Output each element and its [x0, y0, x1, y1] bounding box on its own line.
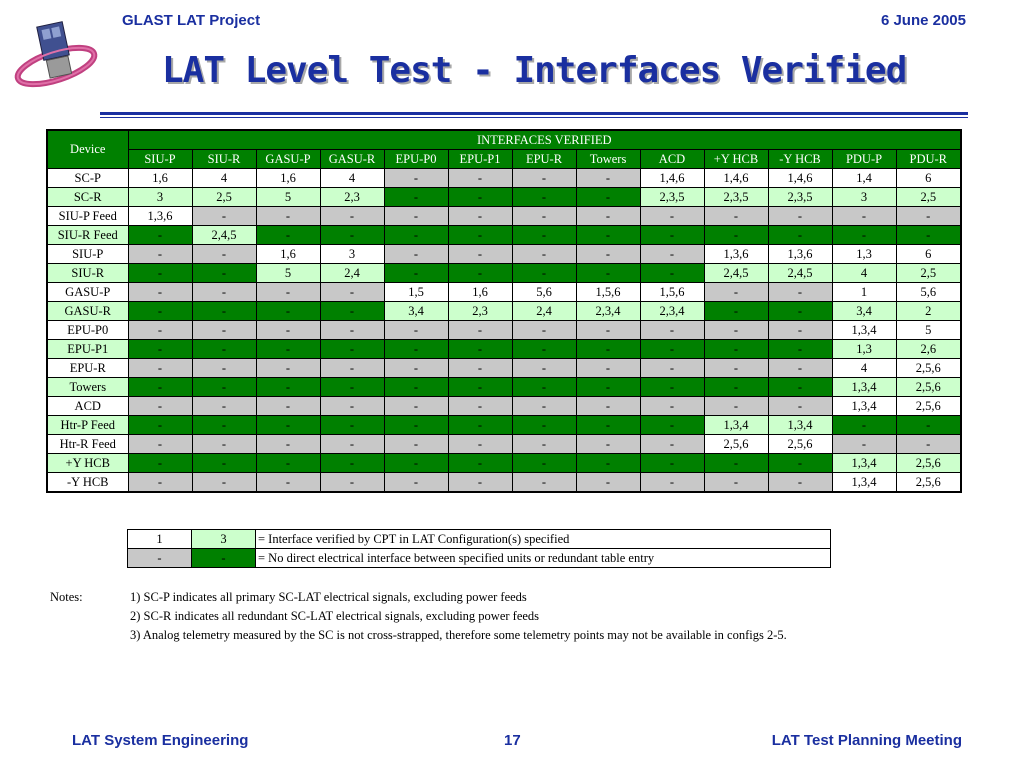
page-number: 17: [504, 732, 521, 749]
table-cell: -: [576, 245, 640, 264]
table-row: [47, 397, 961, 416]
table-cell: -: [704, 359, 768, 378]
table-cell: -: [128, 340, 192, 359]
table-cell: -: [640, 340, 704, 359]
table-cell: 1,6: [448, 283, 512, 302]
table-cell: -: [192, 321, 256, 340]
column-header: GASU-P: [256, 150, 320, 169]
table-cell: -: [384, 359, 448, 378]
table-cell: -: [384, 435, 448, 454]
table-cell: -: [192, 454, 256, 473]
table-cell: -: [320, 302, 384, 321]
table-cell: -: [320, 207, 384, 226]
table-cell: 4: [832, 264, 896, 283]
table-cell: 1,5,6: [640, 283, 704, 302]
table-cell: 3: [320, 245, 384, 264]
table-cell: 2,3: [320, 188, 384, 207]
column-header: Towers: [576, 150, 640, 169]
device-cell: EPU-R: [47, 359, 128, 378]
table-cell: -: [768, 226, 832, 245]
table-cell: 1,4: [832, 169, 896, 188]
table-cell: 1,3,4: [832, 473, 896, 493]
table-cell: -: [192, 302, 256, 321]
table-cell: -: [768, 302, 832, 321]
table-cell: -: [576, 264, 640, 283]
table-cell: 1,3,6: [128, 207, 192, 226]
table-cell: 3: [128, 188, 192, 207]
table-cell: 2,3,5: [768, 188, 832, 207]
table-cell: 1: [832, 283, 896, 302]
table-cell: -: [192, 473, 256, 493]
table-cell: -: [640, 473, 704, 493]
header-project: GLAST LAT Project: [122, 12, 261, 29]
table-cell: -: [896, 435, 961, 454]
table-cell: -: [256, 416, 320, 435]
table-cell: -: [704, 378, 768, 397]
table-cell: -: [384, 188, 448, 207]
table-cell: -: [320, 435, 384, 454]
device-cell: GASU-R: [47, 302, 128, 321]
table-cell: -: [128, 321, 192, 340]
table-cell: -: [512, 435, 576, 454]
table-cell: 1,3,4: [832, 321, 896, 340]
table-cell: 2,5,6: [896, 397, 961, 416]
page-title: LAT Level Test - Interfaces Verified: [162, 50, 907, 91]
device-cell: -Y HCB: [47, 473, 128, 493]
table-cell: -: [832, 435, 896, 454]
table-cell: -: [576, 454, 640, 473]
table-cell: -: [512, 169, 576, 188]
footer-left: LAT System Engineering: [72, 732, 249, 749]
table-cell: -: [192, 359, 256, 378]
table-cell: -: [448, 264, 512, 283]
legend-text: = Interface verified by CPT in LAT Configuration(s) specified: [256, 530, 831, 549]
table-cell: 2,5,6: [896, 378, 961, 397]
table-row: [47, 473, 961, 493]
table-cell: 2,3: [448, 302, 512, 321]
table-cell: -: [768, 378, 832, 397]
note-item: 3) Analog telemetry measured by the SC is not cross-strapped, therefore some telemetry points may not be available in configs 2-5.: [130, 628, 787, 642]
table-cell: -: [512, 321, 576, 340]
device-cell: GASU-P: [47, 283, 128, 302]
device-cell: EPU-P1: [47, 340, 128, 359]
table-cell: -: [320, 454, 384, 473]
header-date: 6 June 2005: [880, 12, 966, 29]
table-cell: -: [320, 226, 384, 245]
table-cell: 2,5,6: [896, 473, 961, 493]
device-header: Device: [47, 130, 128, 169]
table-cell: -: [512, 378, 576, 397]
table-cell: 2,4,5: [192, 226, 256, 245]
device-cell: SC-R: [47, 188, 128, 207]
table-cell: -: [384, 397, 448, 416]
table-cell: 1,6: [256, 169, 320, 188]
table-cell: 5: [256, 264, 320, 283]
table-row: [47, 321, 961, 340]
table-cell: -: [256, 226, 320, 245]
table-cell: -: [384, 226, 448, 245]
device-cell: SIU-P: [47, 245, 128, 264]
table-cell: 1,4,6: [768, 169, 832, 188]
table-cell: -: [512, 226, 576, 245]
device-cell: SC-P: [47, 169, 128, 188]
device-cell: Htr-R Feed: [47, 435, 128, 454]
table-cell: -: [256, 378, 320, 397]
table-cell: -: [704, 454, 768, 473]
table-row: [47, 378, 961, 397]
column-header: +Y HCB: [704, 150, 768, 169]
table-cell: 2,5,6: [896, 454, 961, 473]
table-cell: -: [640, 264, 704, 283]
column-header: SIU-R: [192, 150, 256, 169]
table-cell: -: [512, 454, 576, 473]
table-cell: 1,3: [832, 245, 896, 264]
table-cell: -: [576, 340, 640, 359]
table-cell: -: [640, 435, 704, 454]
table-cell: 5: [256, 188, 320, 207]
table-cell: -: [768, 454, 832, 473]
table-cell: 1,3,4: [832, 378, 896, 397]
legend-table: [127, 529, 831, 568]
table-row: [47, 302, 961, 321]
table-cell: -: [448, 378, 512, 397]
table-cell: -: [128, 435, 192, 454]
table-cell: -: [576, 359, 640, 378]
table-cell: -: [512, 264, 576, 283]
table-cell: 4: [192, 169, 256, 188]
table-cell: -: [448, 416, 512, 435]
column-header: SIU-P: [128, 150, 192, 169]
table-cell: -: [128, 359, 192, 378]
legend-text: = No direct electrical interface between specified units or redundant table entry: [256, 549, 831, 568]
table-cell: 1,5,6: [576, 283, 640, 302]
table-row: [47, 454, 961, 473]
interfaces-table: [46, 129, 962, 493]
table-cell: 3,4: [384, 302, 448, 321]
table-cell: -: [640, 454, 704, 473]
table-cell: -: [512, 359, 576, 378]
table-cell: -: [576, 378, 640, 397]
table-row: [47, 340, 961, 359]
table-cell: 6: [896, 245, 961, 264]
table-cell: -: [768, 359, 832, 378]
table-cell: 2,5,6: [768, 435, 832, 454]
table-cell: -: [128, 473, 192, 493]
table-cell: -: [320, 283, 384, 302]
legend-sample-white: 1: [128, 530, 192, 549]
table-cell: 1,3,4: [704, 416, 768, 435]
table-row: [47, 207, 961, 226]
device-cell: Htr-P Feed: [47, 416, 128, 435]
table-cell: -: [448, 340, 512, 359]
table-cell: 1,3,4: [832, 397, 896, 416]
table-cell: 1,4,6: [640, 169, 704, 188]
column-header: -Y HCB: [768, 150, 832, 169]
table-cell: 5,6: [512, 283, 576, 302]
table-row: [47, 435, 961, 454]
table-cell: -: [192, 378, 256, 397]
column-header: EPU-P0: [384, 150, 448, 169]
table-cell: -: [448, 207, 512, 226]
table-cell: -: [256, 207, 320, 226]
table-cell: 1,3,4: [832, 454, 896, 473]
table-cell: -: [256, 321, 320, 340]
table-cell: -: [896, 416, 961, 435]
title-rule: [100, 112, 968, 115]
table-row: [47, 188, 961, 207]
table-cell: -: [256, 283, 320, 302]
table-cell: -: [768, 473, 832, 493]
table-cell: -: [576, 321, 640, 340]
table-cell: 2,4: [512, 302, 576, 321]
table-cell: -: [704, 473, 768, 493]
table-cell: -: [192, 245, 256, 264]
table-cell: -: [448, 454, 512, 473]
table-row: [47, 226, 961, 245]
column-header: GASU-R: [320, 150, 384, 169]
table-cell: 4: [320, 169, 384, 188]
table-cell: 2,5,6: [896, 359, 961, 378]
table-cell: -: [256, 473, 320, 493]
device-cell: Towers: [47, 378, 128, 397]
table-cell: -: [384, 378, 448, 397]
device-cell: SIU-P Feed: [47, 207, 128, 226]
table-cell: -: [320, 359, 384, 378]
table-cell: 1,3,6: [768, 245, 832, 264]
table-cell: -: [704, 397, 768, 416]
table-cell: -: [192, 207, 256, 226]
table-cell: -: [576, 226, 640, 245]
table-row: [47, 245, 961, 264]
table-cell: 1,3: [832, 340, 896, 359]
table-cell: 1,4,6: [704, 169, 768, 188]
table-cell: 2,3,5: [640, 188, 704, 207]
table-cell: -: [128, 264, 192, 283]
column-header: PDU-R: [896, 150, 961, 169]
table-cell: -: [448, 321, 512, 340]
table-cell: -: [256, 340, 320, 359]
table-cell: -: [128, 454, 192, 473]
table-row: [47, 283, 961, 302]
table-cell: -: [640, 359, 704, 378]
table-cell: -: [768, 283, 832, 302]
note-item: 2) SC-R indicates all redundant SC-LAT electrical signals, excluding power feeds: [130, 609, 540, 623]
table-cell: -: [320, 473, 384, 493]
table-cell: -: [448, 169, 512, 188]
table-cell: 2,4,5: [768, 264, 832, 283]
table-cell: -: [704, 302, 768, 321]
device-cell: SIU-R Feed: [47, 226, 128, 245]
table-cell: -: [448, 397, 512, 416]
table-cell: -: [640, 207, 704, 226]
table-cell: -: [768, 207, 832, 226]
table-cell: -: [384, 454, 448, 473]
column-header: PDU-P: [832, 150, 896, 169]
table-cell: -: [384, 264, 448, 283]
table-cell: 2,3,5: [704, 188, 768, 207]
note-item: 1) SC-P indicates all primary SC-LAT electrical signals, excluding power feeds: [130, 590, 527, 604]
table-cell: -: [192, 435, 256, 454]
table-cell: 2,5: [896, 264, 961, 283]
table-cell: -: [640, 378, 704, 397]
table-cell: -: [192, 416, 256, 435]
device-cell: SIU-R: [47, 264, 128, 283]
column-header: ACD: [640, 150, 704, 169]
table-cell: 1,3,6: [704, 245, 768, 264]
table-cell: -: [576, 169, 640, 188]
table-cell: -: [704, 340, 768, 359]
legend-row: [128, 549, 831, 568]
legend-sample-gray: -: [128, 549, 192, 568]
table-cell: 5,6: [896, 283, 961, 302]
table-cell: -: [896, 226, 961, 245]
table-cell: -: [832, 226, 896, 245]
legend-row: [128, 530, 831, 549]
table-cell: -: [512, 397, 576, 416]
table-cell: -: [128, 245, 192, 264]
group-header: INTERFACES VERIFIED: [128, 130, 961, 150]
table-cell: -: [384, 321, 448, 340]
table-cell: -: [320, 416, 384, 435]
table-cell: -: [576, 435, 640, 454]
table-cell: 2,3,4: [640, 302, 704, 321]
table-cell: 1,5: [384, 283, 448, 302]
table-cell: -: [320, 340, 384, 359]
table-cell: -: [576, 207, 640, 226]
table-cell: -: [512, 473, 576, 493]
table-cell: -: [576, 416, 640, 435]
table-cell: -: [512, 245, 576, 264]
table-cell: -: [256, 435, 320, 454]
table-cell: -: [448, 435, 512, 454]
table-cell: -: [896, 207, 961, 226]
table-row: [47, 359, 961, 378]
table-cell: -: [576, 473, 640, 493]
table-cell: -: [192, 397, 256, 416]
column-header: EPU-P1: [448, 150, 512, 169]
table-cell: 2,5,6: [704, 435, 768, 454]
table-cell: -: [320, 397, 384, 416]
device-cell: ACD: [47, 397, 128, 416]
table-cell: 4: [832, 359, 896, 378]
table-cell: -: [256, 302, 320, 321]
table-cell: -: [128, 226, 192, 245]
table-cell: -: [704, 207, 768, 226]
table-cell: -: [640, 226, 704, 245]
table-cell: -: [448, 226, 512, 245]
table-row: [47, 416, 961, 435]
table-cell: -: [704, 226, 768, 245]
table-cell: -: [384, 340, 448, 359]
table-cell: -: [704, 321, 768, 340]
table-cell: -: [448, 359, 512, 378]
table-cell: -: [384, 169, 448, 188]
table-cell: -: [384, 245, 448, 264]
table-cell: 2,3,4: [576, 302, 640, 321]
table-cell: -: [128, 302, 192, 321]
table-cell: -: [128, 283, 192, 302]
device-cell: +Y HCB: [47, 454, 128, 473]
table-cell: -: [576, 188, 640, 207]
glast-logo-icon: [12, 14, 104, 96]
table-cell: -: [512, 416, 576, 435]
device-cell: EPU-P0: [47, 321, 128, 340]
table-cell: -: [384, 473, 448, 493]
table-cell: -: [256, 397, 320, 416]
table-cell: 2,5: [192, 188, 256, 207]
table-cell: -: [768, 321, 832, 340]
table-cell: -: [192, 283, 256, 302]
title-rule-thin: [100, 117, 968, 118]
table-cell: -: [640, 416, 704, 435]
table-cell: 2: [896, 302, 961, 321]
table-cell: -: [640, 245, 704, 264]
table-row: [47, 169, 961, 188]
table-cell: -: [448, 188, 512, 207]
column-header: EPU-R: [512, 150, 576, 169]
table-cell: -: [256, 454, 320, 473]
table-cell: -: [320, 378, 384, 397]
table-cell: 2,4,5: [704, 264, 768, 283]
table-cell: -: [192, 340, 256, 359]
table-cell: 3,4: [832, 302, 896, 321]
table-cell: -: [256, 359, 320, 378]
table-cell: -: [832, 207, 896, 226]
table-cell: 6: [896, 169, 961, 188]
table-cell: -: [448, 473, 512, 493]
table-cell: -: [704, 283, 768, 302]
table-cell: -: [768, 397, 832, 416]
table-cell: -: [384, 416, 448, 435]
table-row: [47, 264, 961, 283]
table-cell: -: [832, 416, 896, 435]
table-cell: 1,3,4: [768, 416, 832, 435]
table-cell: -: [640, 397, 704, 416]
table-cell: -: [512, 188, 576, 207]
notes-label: Notes:: [50, 590, 83, 604]
table-cell: -: [640, 321, 704, 340]
table-cell: 2,4: [320, 264, 384, 283]
legend-sample-light-green: 3: [192, 530, 256, 549]
table-cell: -: [512, 207, 576, 226]
table-cell: 3: [832, 188, 896, 207]
table-cell: 2,6: [896, 340, 961, 359]
table-cell: -: [320, 321, 384, 340]
table-cell: -: [128, 416, 192, 435]
table-cell: 2,5: [896, 188, 961, 207]
legend-sample-dark-green: -: [192, 549, 256, 568]
table-cell: -: [512, 340, 576, 359]
table-cell: -: [384, 207, 448, 226]
table-cell: -: [448, 245, 512, 264]
footer-right: LAT Test Planning Meeting: [771, 732, 962, 749]
table-cell: 1,6: [256, 245, 320, 264]
table-cell: 5: [896, 321, 961, 340]
table-cell: -: [128, 397, 192, 416]
table-cell: -: [576, 397, 640, 416]
table-cell: -: [192, 264, 256, 283]
table-cell: -: [768, 340, 832, 359]
table-cell: 1,6: [128, 169, 192, 188]
table-cell: -: [128, 378, 192, 397]
